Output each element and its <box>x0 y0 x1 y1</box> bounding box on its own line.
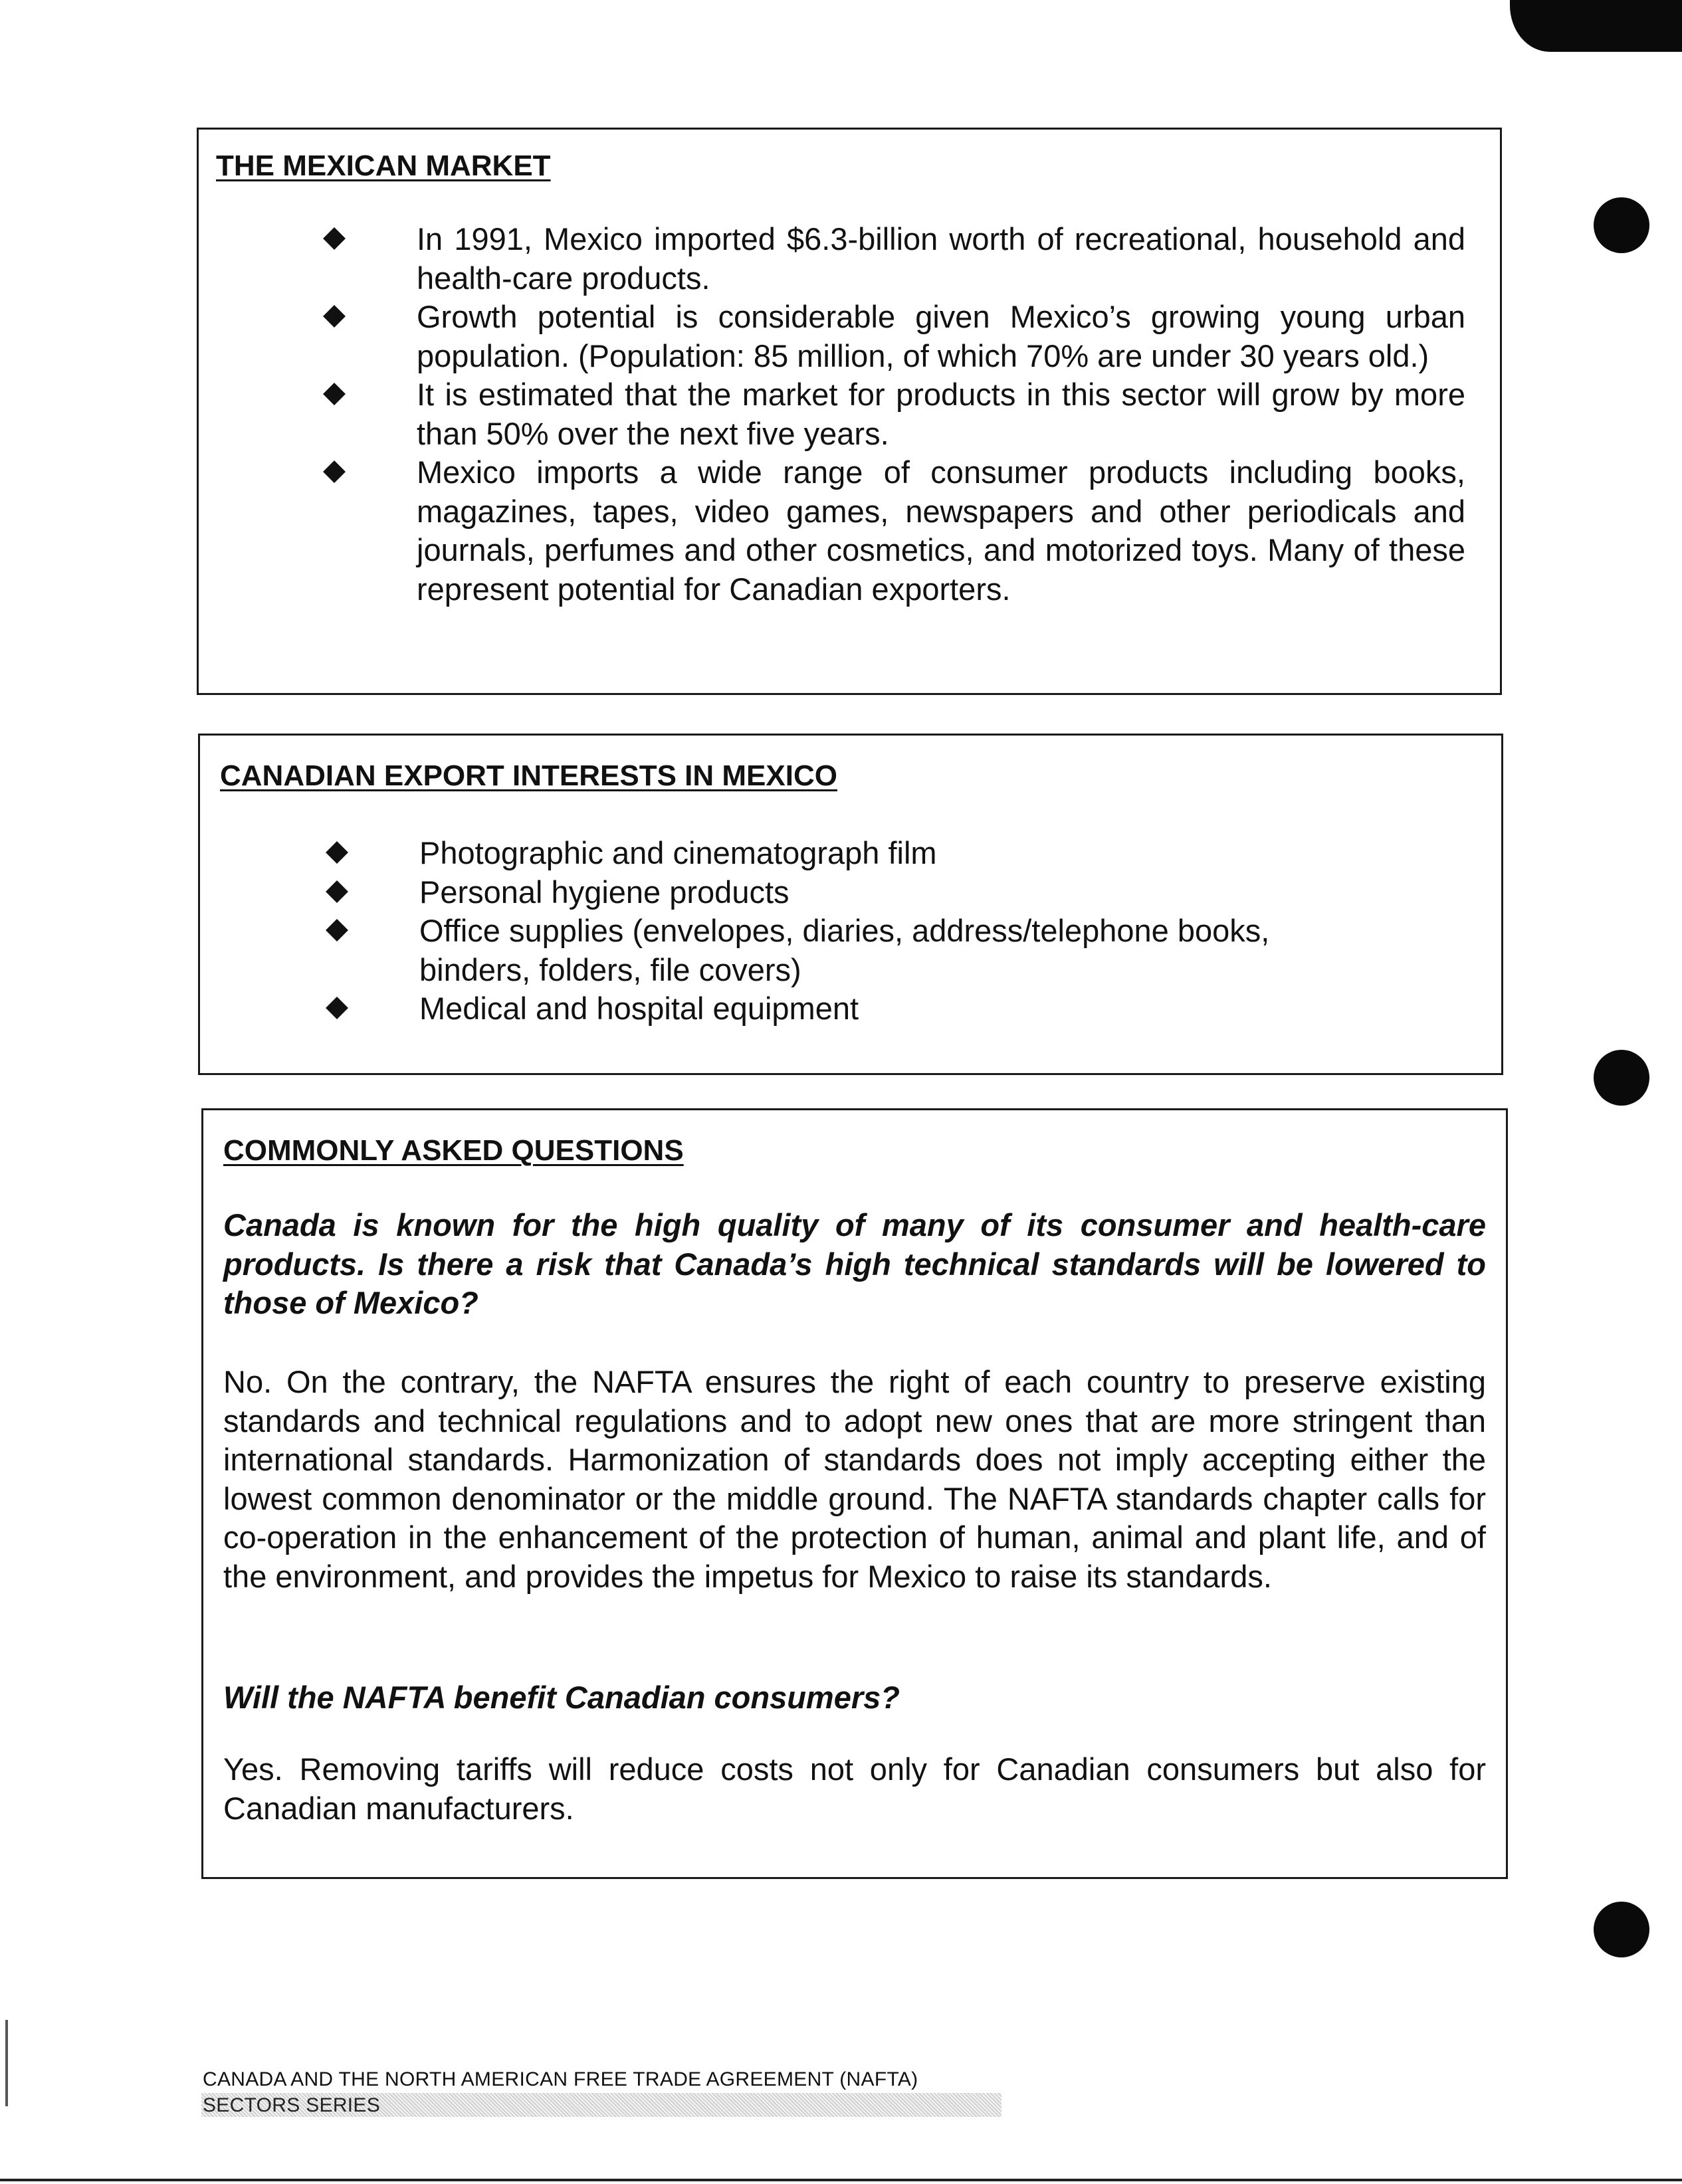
mexican-market-title: THE MEXICAN MARKET <box>216 149 551 182</box>
diamond-bullet-icon <box>326 919 348 942</box>
question-consumers: Will the NAFTA benefit Canadian consumers? <box>223 1680 900 1715</box>
list-item: Photographic and cinematograph film <box>419 834 1350 873</box>
mexican-market-list <box>417 220 1465 609</box>
list-item: Mexico imports a wide range of consumer products including books, magazines, tapes, video games, newspapers and other periodicals and journals, perfumes and other cosmetics, and motorized toys. Many of these represent potential for Canadian exporters. <box>417 453 1465 609</box>
punch-hole-top <box>1594 197 1649 253</box>
list-item: Office supplies (envelopes, diaries, address/telephone books, binders, folders, file covers) <box>419 912 1350 989</box>
diamond-bullet-icon <box>326 841 348 864</box>
list-item: Growth potential is considerable given Mexico’s growing young urban population. (Population: 85 million, of which 70% are under 30 years old.) <box>417 298 1465 375</box>
diamond-bullet-icon <box>326 997 348 1019</box>
questions-box <box>201 1108 1508 1879</box>
list-item: Personal hygiene products <box>419 873 1350 912</box>
scan-smudge <box>1510 0 1682 52</box>
diamond-bullet-icon <box>326 880 348 903</box>
export-interests-title: CANADIAN EXPORT INTERESTS IN MEXICO <box>220 759 837 792</box>
scan-edge-mark <box>5 2020 8 2106</box>
export-interests-list <box>419 834 1350 1029</box>
answer-consumers: Yes. Removing tariffs will reduce costs not only for Canadian consumers but also for Canadian manufacturers. <box>223 1751 1486 1826</box>
diamond-bullet-icon <box>323 305 346 328</box>
mexican-market-box <box>197 128 1502 695</box>
diamond-bullet-icon <box>323 383 346 405</box>
list-item: Medical and hospital equipment <box>419 989 1350 1029</box>
footer-series: SECTORS SERIES <box>203 2094 381 2116</box>
punch-hole-middle <box>1594 1050 1649 1106</box>
question-standards: Canada is known for the high quality of many of its consumer and health-care products. Is there a risk that Canada’s high technical standards will be lowered to those of Mexico? <box>223 1207 1486 1320</box>
list-item: It is estimated that the market for products in this sector will grow by more than 50% over the next five years. <box>417 375 1465 453</box>
footer-title: CANADA AND THE NORTH AMERICAN FREE TRADE AGREEMENT (NAFTA) <box>203 2068 918 2090</box>
list-item: In 1991, Mexico imported $6.3-billion worth of recreational, household and health-care products. <box>417 220 1465 298</box>
export-interests-box <box>198 734 1503 1075</box>
bottom-rule <box>0 2179 1682 2181</box>
diamond-bullet-icon <box>323 460 346 483</box>
punch-hole-bottom <box>1594 1902 1649 1957</box>
questions-title: COMMONLY ASKED QUESTIONS <box>223 1134 684 1167</box>
diamond-bullet-icon <box>323 227 346 250</box>
answer-standards: No. On the contrary, the NAFTA ensures the right of each country to preserve existing standards and technical regulations and to adopt new ones that are more stringent than international standards. Harmonization of standards does not imply accepting either the lowest common denominator or the middle ground. The NAFTA standards chapter calls for co-operation in the enhancement of the protection of human, animal and plant life, and of the environment, and provides the impetus for Mexico to raise its standards. <box>223 1364 1486 1594</box>
